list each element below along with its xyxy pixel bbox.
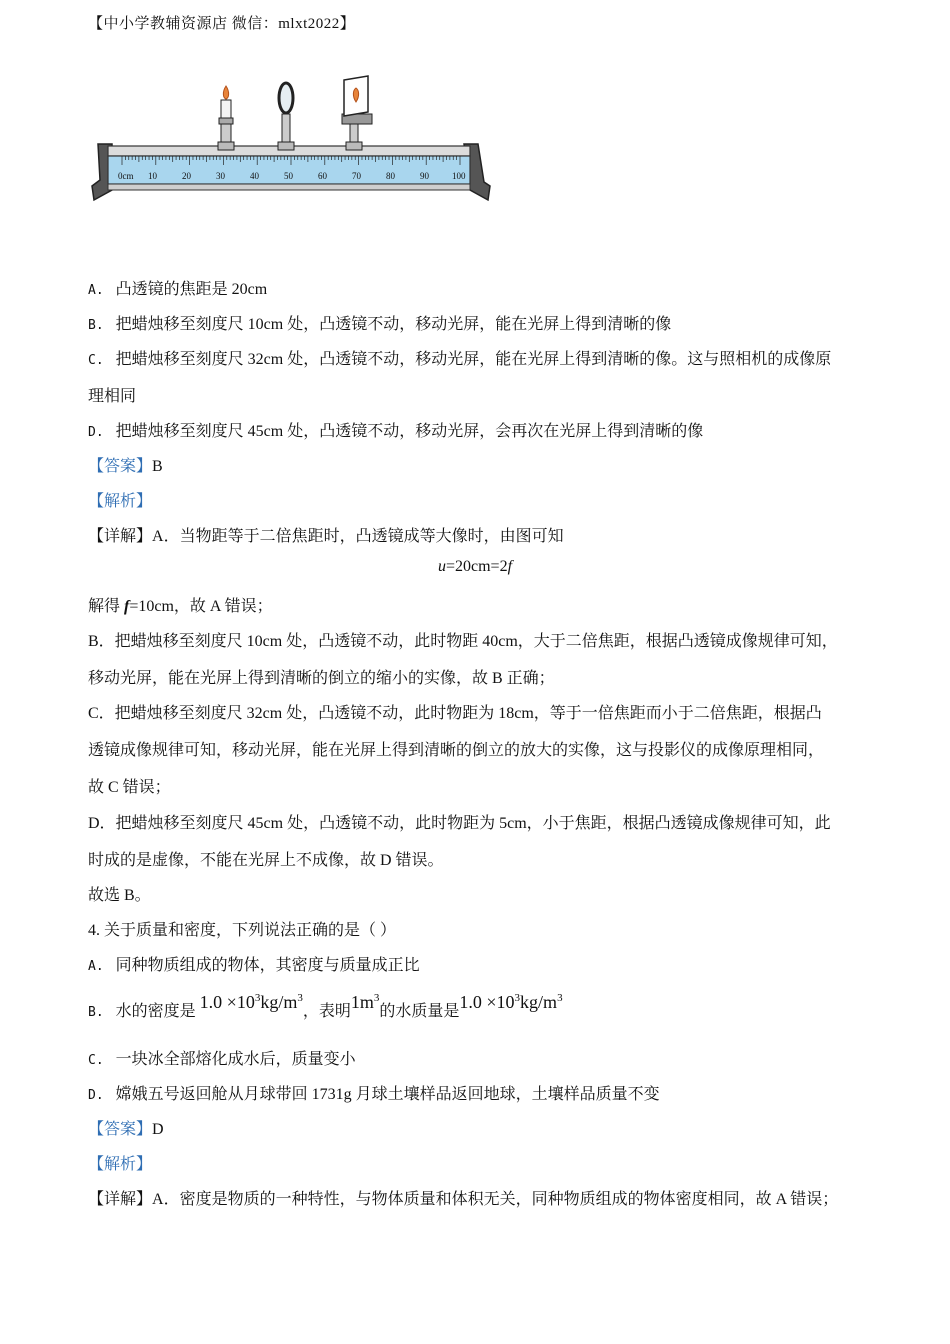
q4-stem: 4. 关于质量和密度，下列说法正确的是（ ） — [88, 922, 397, 939]
q3-detail-a — [88, 523, 564, 546]
detail-tag: 【详解】 — [88, 1191, 153, 1208]
option-text: 把蜡烛移至刻度尺 45cm 处，凸透镜不动，移动光屏，会再次在光屏上得到清晰的像 — [115, 423, 704, 440]
option-text: 把蜡烛移至刻度尺 32cm 处，凸透镜不动，移动光屏，能在光屏上得到清晰的像。这与照相机的成像原 — [115, 351, 832, 368]
option-letter: B. — [88, 318, 104, 333]
ruler-label: 70 — [352, 171, 361, 181]
option-text: 水的密度是 — [115, 1003, 196, 1020]
candle-icon — [218, 86, 234, 150]
answer-tag: 【答案】 — [88, 1121, 153, 1138]
q3-formula — [0, 558, 950, 576]
ruler-label: 50 — [284, 171, 293, 181]
q3-analysis-tag — [88, 488, 152, 511]
q3-detail-line: 时成的是虚像，不能在光屏上不成像，故 D 错误。 — [88, 852, 444, 869]
q3-detail-line: 透镜成像规律可知，移动光屏，能在光屏上得到清晰的倒立的放大的实像，这与投影仪的成像原理相同， — [88, 742, 825, 759]
formula-f: f — [507, 558, 513, 575]
option-text: 嫦娥五号返回舱从月球带回 1731g 月球土壤样品返回地球，土壤样品质量不变 — [115, 1086, 660, 1103]
q3-answer — [88, 453, 163, 476]
ruler-label: 90 — [420, 171, 429, 181]
q3-option-c-continued — [88, 383, 136, 406]
convex-lens-icon — [278, 83, 294, 150]
q3-solve — [88, 593, 273, 616]
solve-prefix: 解得 — [88, 598, 125, 615]
optical-bench-figure — [86, 72, 496, 212]
option-text: 一块冰全部熔化成水后，质量变小 — [115, 1051, 356, 1068]
option-text: ，表明 — [302, 1003, 351, 1020]
q4-option-a — [88, 952, 420, 975]
detail-tag: 【详解】 — [88, 528, 153, 545]
option-text: 把蜡烛移至刻度尺 10cm 处，凸透镜不动，移动光屏，能在光屏上得到清晰的像 — [115, 316, 672, 333]
formula-u: u — [437, 558, 446, 575]
ruler-label: 0cm — [118, 171, 134, 181]
ruler-label: 80 — [386, 171, 395, 181]
option-letter: C. — [88, 1053, 104, 1068]
q3-option-c — [88, 346, 831, 369]
q3-detail-line: 移动光屏，能在光屏上得到清晰的倒立的缩小的实像，故 B 正确； — [88, 670, 555, 687]
ruler-label: 30 — [216, 171, 225, 181]
answer-tag: 【答案】 — [88, 458, 153, 475]
q3-detail-line: D．把蜡烛移至刻度尺 45cm 处，凸透镜不动，此时物距为 5cm，小于焦距，根据凸透镜成像规律可知，此 — [88, 815, 831, 832]
page-header: 【中小学教辅资源店 微信：mlxt2022】 — [88, 16, 356, 32]
formula-mid: =20cm=2 — [445, 558, 508, 575]
option-letter: A. — [88, 283, 104, 298]
q4-answer — [88, 1116, 164, 1139]
q3-detail-line: C．把蜡烛移至刻度尺 32cm 处，凸透镜不动，此时物距为 18cm，等于一倍焦距而小于二倍焦距，根据凸 — [88, 705, 822, 722]
volume-value: $1m^3$ — [350, 992, 380, 1012]
option-letter: D. — [88, 1088, 104, 1103]
q3-option-a — [88, 276, 267, 299]
option-text: 的水质量是 — [379, 1003, 460, 1020]
q3-detail-line: 故 C 错误； — [88, 779, 171, 796]
answer-value: D — [152, 1121, 164, 1138]
q3-option-b — [88, 311, 671, 334]
option-text: 同种物质组成的物体，其密度与质量成正比 — [115, 957, 420, 974]
light-screen-icon — [342, 76, 372, 150]
detail-text: A．当物距等于二倍焦距时，凸透镜成等大像时，由图可知 — [152, 528, 564, 545]
option-text: 理相同 — [88, 388, 137, 405]
solve-f: f — [124, 598, 130, 615]
detail-text: A．密度是物质的一种特性，与物体质量和体积无关，同种物质组成的物体密度相同，故 A 错误； — [152, 1191, 839, 1208]
q3-option-d — [88, 418, 703, 441]
ruler-label: 100 — [452, 171, 466, 181]
mass-value: $1.0 \times 10^3kg/m^3$ — [459, 992, 563, 1012]
analysis-tag: 【解析】 — [88, 1156, 153, 1173]
q4-analysis-tag — [88, 1151, 152, 1174]
option-letter: A. — [88, 959, 104, 974]
ruler-label: 40 — [250, 171, 259, 181]
analysis-tag: 【解析】 — [88, 493, 153, 510]
ruler-label: 10 — [148, 171, 157, 181]
option-text: 凸透镜的焦距是 20cm — [115, 281, 268, 298]
ruler-label: 20 — [182, 171, 191, 181]
ruler-label: 60 — [318, 171, 327, 181]
option-letter: B. — [88, 1005, 104, 1020]
q4-detail-a — [88, 1186, 838, 1209]
option-letter: D. — [88, 425, 104, 440]
bench-bottom-rail — [108, 184, 470, 190]
option-letter: C. — [88, 353, 104, 368]
q4-option-c — [88, 1046, 356, 1069]
q3-detail-line: B．把蜡烛移至刻度尺 10cm 处，凸透镜不动，此时物距 40cm，大于二倍焦距，根据凸透镜成像规律可知， — [88, 633, 838, 650]
q3-conclusion: 故选 B。 — [88, 887, 151, 904]
q4-option-b — [88, 992, 563, 1021]
solve-rest: =10cm，故 A 错误； — [129, 598, 273, 615]
q4-option-d — [88, 1081, 660, 1104]
density-value: $1.0 \times 10^3kg/m^3$ — [199, 992, 303, 1012]
answer-value: B — [152, 458, 163, 475]
